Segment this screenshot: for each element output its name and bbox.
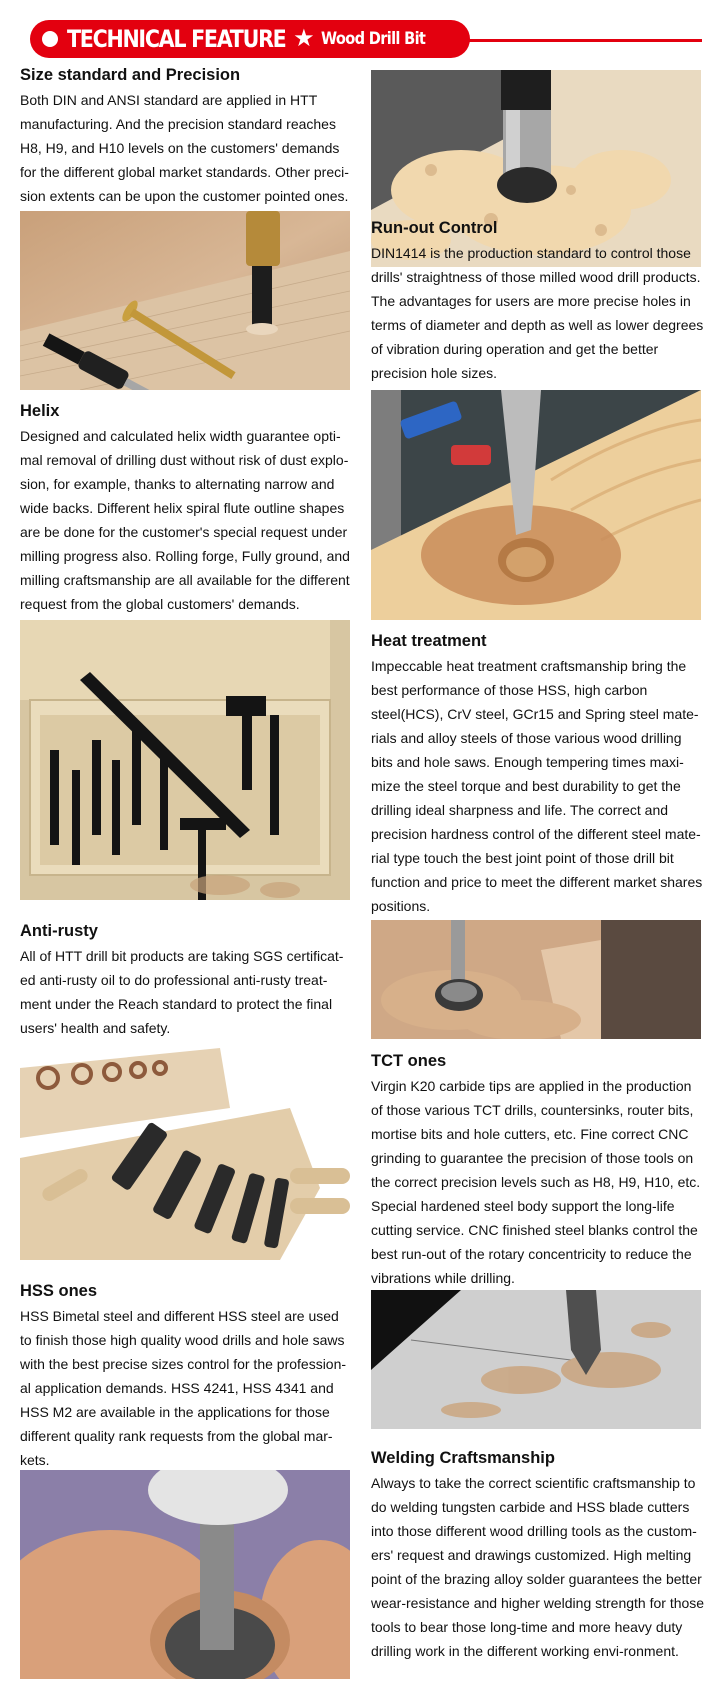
- feature-heading: Anti-rusty: [20, 922, 98, 940]
- feature-body: Always to take the correct scientific craftsmanship to do welding tungsten carbide and HSS blade cutters into those different wood drilling tools as the custom-ers' request and drawings customized. High melting point of the brazing alloy solder guarantees the better wear-resistance and higher welding strength for those tools to bear those long-time and more heavy duty drilling work in the different working envi-ronment.: [371, 1475, 705, 1659]
- forstner-bit-set-wooden-box-photo: [20, 620, 350, 900]
- feature-heading: Size standard and Precision: [20, 66, 241, 84]
- feature-hss-ones: [20, 1280, 354, 1472]
- forstner-bit-in-sawdust-photo: [371, 920, 701, 1039]
- feature-run-out-control: [371, 217, 705, 385]
- feature-body: HSS Bimetal steel and different HSS steel are used to finish those high quality wood drills and hole saws with the best precise sizes control for the profession-al application demands. HSS 4241, HSS 4341 and HSS M2 are available in the applications for those different quality rank requests from the global mar-kets.: [20, 1308, 347, 1468]
- feature-heading: Run-out Control: [371, 219, 498, 237]
- feature-heading: HSS ones: [20, 1282, 98, 1300]
- feature-anti-rusty: [20, 920, 354, 1040]
- section-banner: [30, 20, 470, 58]
- feature-body: Impeccable heat treatment craftsmanship bring the best performance of those HSS, high carbon steel(HCS), CrV steel, GCr15 and Spring steel mate-rials and alloy steels of those various wood drilling bits and hole saws. Enough tempering times maxi-mize the steel torque and best durability to get the drilling ideal sharpness and life. The correct and precision hardness control of the different steel mate-rial type touch the best joint point of those drill bit function and price to meet the different market shares positions.: [371, 658, 703, 914]
- feature-size-standard: [20, 64, 354, 208]
- plug-cutter-set-photo: [20, 1048, 350, 1260]
- countersink-bit-and-screw-photo: [20, 211, 350, 390]
- feature-helix: [20, 400, 354, 616]
- feature-welding-craftsmanship: [371, 1447, 705, 1663]
- feature-body: Virgin K20 carbide tips are applied in the production of those various TCT drills, countersinks, router bits, mortise bits and hole cutters, etc. Fine correct CNC grinding to guarantee the precision of those tools on the correct precision levels such as H8, H9, H10, etc. Special hardened steel body support the long-life cutting service. CNC finished steel blanks control the best run-out of the rotary concentricity to reduce the vibrations while drilling.: [371, 1078, 701, 1286]
- feature-tct-ones: [371, 1050, 705, 1290]
- feature-heat-treatment: [371, 630, 705, 918]
- banner-subtitle: Wood Drill Bit: [320, 29, 425, 49]
- bullet-dot-icon: [42, 31, 58, 47]
- feature-heading: TCT ones: [371, 1052, 447, 1070]
- forstner-bit-drilling-wood-photo: [20, 1470, 350, 1679]
- feature-heading: Welding Craftsmanship: [371, 1449, 555, 1467]
- feature-heading: Helix: [20, 402, 60, 420]
- banner-divider-line: [468, 39, 702, 42]
- banner-title: TECHNICAL FEATURE: [67, 25, 286, 53]
- feature-body: DIN1414 is the production standard to control those drills' straightness of those milled wood drill products. The advantages for users are more precise holes in terms of diameter and depth as well as lower degrees of vibration during operation and get the better precision hole sizes.: [371, 245, 704, 381]
- spade-bit-on-board-photo: [371, 1290, 701, 1429]
- star-icon: ★: [293, 25, 315, 52]
- feature-body: All of HTT drill bit products are taking SGS certificat-ed anti-rusty oil to do professional anti-rusty treat-ment under the Reach standard to protect the final users' health and safety.: [20, 948, 344, 1036]
- feature-body: Designed and calculated helix width guarantee opti-mal removal of drilling dust without risk of dust explo-sion, for example, thanks to alternating narrow and wide backs. Different helix spiral flute outline shapes are be done for the customer's special request under milling progress also. Rolling forge, Fully ground, and milling craftsmanship are all available for the different request from the global customers' demands.: [20, 428, 350, 612]
- feature-body: Both DIN and ANSI standard are applied in HTT manufacturing. And the precision standard reaches H8, H9, and H10 levels on the customers' demands for the different global market standards. Other preci-sion extents can be upon the customer pointed ones.: [20, 92, 349, 204]
- feature-heading: Heat treatment: [371, 632, 487, 650]
- spade-bit-drilling-hole-photo: [371, 390, 701, 620]
